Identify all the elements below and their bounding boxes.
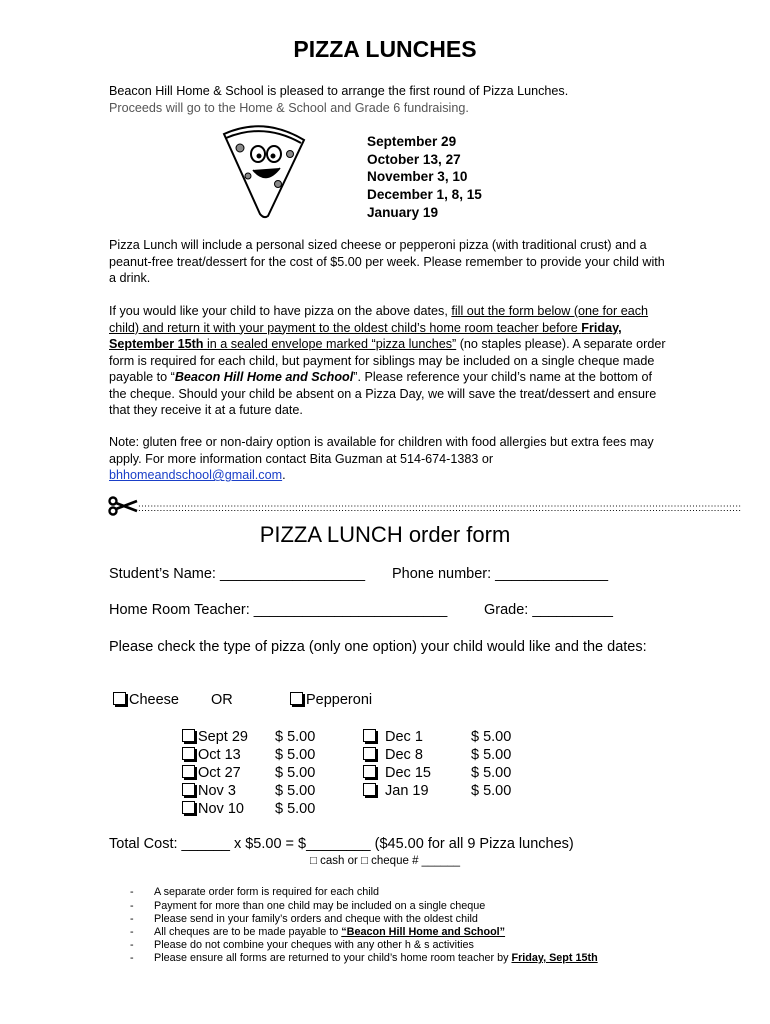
date-price: $ 5.00 <box>471 729 512 745</box>
payee-name: Beacon Hill Home and School <box>174 370 354 384</box>
date-label: Nov 3 <box>198 783 236 799</box>
payment-method[interactable]: □ cash or □ cheque # ______ <box>309 855 461 867</box>
note-text: Please send in your family’s orders and cheque with the oldest child <box>154 913 478 925</box>
date-label: Jan 19 <box>385 783 429 799</box>
pizza-slice-illustration <box>218 120 310 220</box>
date-label: Dec 1 <box>385 729 423 745</box>
note-text: Please do not combine your cheques with any other h & s activities <box>154 939 474 951</box>
cheese-label: Cheese <box>129 692 179 708</box>
intro-line-1: Beacon Hill Home & School is pleased to arrange the first round of Pizza Lunches. <box>109 84 569 98</box>
bullet-dash: - <box>130 952 134 964</box>
date-option-dec-1[interactable] <box>363 729 423 745</box>
date-option-oct-13[interactable] <box>182 747 241 763</box>
note-text: A separate order form is required for each child <box>154 886 380 898</box>
date-checkbox[interactable] <box>182 801 195 814</box>
date-price: $ 5.00 <box>275 729 316 745</box>
date-price: $ 5.00 <box>275 747 316 763</box>
note-end: . <box>282 468 286 482</box>
date-checkbox[interactable] <box>363 783 376 796</box>
date-4: December 1, 8, 15 <box>367 187 482 203</box>
date-checkbox[interactable] <box>363 729 376 742</box>
intro <box>109 83 669 116</box>
date-1: September 29 <box>367 134 457 149</box>
date-label: Sept 29 <box>198 729 248 745</box>
cheese-checkbox[interactable] <box>113 692 126 705</box>
date-checkbox[interactable] <box>182 765 195 778</box>
date-checkbox[interactable] <box>182 783 195 796</box>
date-3: November 3, 10 <box>367 169 468 185</box>
pizza-dates-list <box>367 133 482 222</box>
date-option-oct-27[interactable] <box>182 765 241 781</box>
intro-line-2: Proceeds will go to the Home & School and Grade 6 fundraising. <box>109 100 469 115</box>
paragraph-description: Pizza Lunch will include a personal sized cheese or pepperoni pizza (with traditional crust) and a peanut-free treat/dessert for the cost of $5.00 per week. Please remember to provide your child with a drink. <box>109 238 665 285</box>
pepperoni-checkbox[interactable] <box>290 692 303 705</box>
date-label: Nov 10 <box>198 801 244 817</box>
grade-field[interactable]: Grade: __________ <box>484 602 613 618</box>
note-text: Please ensure all forms are returned to your child’s home room teacher by <box>154 952 512 964</box>
deadline-note: Friday, Sept 15th <box>511 952 598 964</box>
bullet-dash: - <box>130 939 134 951</box>
date-price: $ 5.00 <box>471 783 512 799</box>
cheese-option[interactable] <box>113 692 179 708</box>
date-price: $ 5.00 <box>275 801 316 817</box>
pepperoni-label: Pepperoni <box>306 692 373 708</box>
home-room-teacher-field[interactable]: Home Room Teacher: ________________________ <box>109 602 448 618</box>
email-link[interactable]: bhhomeandschool@gmail.com <box>109 468 283 482</box>
scissors-icon <box>108 496 138 516</box>
date-price: $ 5.00 <box>471 765 512 781</box>
para2-text-g: ”. Please reference your child’s name at the bottom of the cheque. Should your child be absent on a Pizza Day, we will save the treat/dessert and ensure that they receive it at a future date. <box>109 370 657 417</box>
date-option-sept-29[interactable] <box>182 729 248 745</box>
bullet-dash: - <box>130 926 134 938</box>
date-checkbox[interactable] <box>182 747 195 760</box>
date-2: October 13, 27 <box>367 151 461 167</box>
cut-line: :::::::::::::::::::::::::::::::::::::::::::::::::::::::::::::::::::::::::::::::::::::::::::::::::::::::::::::::::::::::::::::::::::::::::::::::::::::::::::::::::::::::::::::::::::::::::::::::::::: <box>138 503 742 514</box>
date-checkbox[interactable] <box>363 747 376 760</box>
date-price: $ 5.00 <box>275 765 316 781</box>
form-title: PIZZA LUNCH order form <box>259 522 511 547</box>
note-text: Payment for more than one child may be included on a single cheque <box>154 900 486 912</box>
phone-number-field[interactable]: Phone number: ______________ <box>392 566 609 582</box>
total-cost-line[interactable]: Total Cost: ______ x $5.00 = $________ ($45.00 for all 9 Pizza lunches) <box>109 836 574 852</box>
bullet-dash: - <box>130 913 134 925</box>
date-checkbox[interactable] <box>363 765 376 778</box>
para2-text-d: in a sealed envelope marked “pizza lunches” <box>203 337 457 351</box>
date-option-jan-19[interactable] <box>363 783 429 799</box>
deadline-date: Friday, September 15th <box>109 320 622 351</box>
pepperoni-option[interactable] <box>290 692 372 708</box>
note-text: Note: gluten free or non-dairy option is available for children with food allergies but extra fees may apply. For more information contact Bita Guzman at 514-674-1383 or <box>109 435 654 466</box>
para2-text-e: (no staples please). A separate order form is required for each child, but payment for siblings may be included on a single cheque made payable to “ <box>109 337 666 384</box>
date-price: $ 5.00 <box>275 783 316 799</box>
page-title: PIZZA LUNCHES <box>293 36 477 62</box>
paragraph-note <box>109 434 669 484</box>
date-price: $ 5.00 <box>471 747 512 763</box>
date-label: Oct 27 <box>198 765 241 781</box>
date-option-nov-10[interactable] <box>182 801 244 817</box>
date-option-dec-15[interactable] <box>363 765 431 781</box>
date-label: Dec 8 <box>385 747 423 763</box>
para2-text-b: fill out the form below (one for each child) and return it with your payment to the oldest child’s home room teacher before <box>109 304 649 335</box>
date-label: Oct 13 <box>198 747 241 763</box>
or-label: OR <box>211 692 233 708</box>
bullet-dash: - <box>130 900 134 912</box>
date-5: January 19 <box>367 204 439 220</box>
bullet-dash: - <box>130 886 134 898</box>
pizza-type-instruction: Please check the type of pizza (only one option) your child would like and the dates: <box>109 639 647 655</box>
date-option-nov-3[interactable] <box>182 783 236 799</box>
para2-text-a: If you would like your child to have pizza on the above dates, <box>109 304 452 318</box>
student-name-field[interactable]: Student’s Name: __________________ <box>109 566 366 582</box>
date-label: Dec 15 <box>385 765 431 781</box>
payee-name-note: “Beacon Hill Home and School” <box>341 926 506 938</box>
paragraph-instructions <box>109 303 669 419</box>
date-checkbox[interactable] <box>182 729 195 742</box>
note-text: All cheques are to be made payable to <box>154 926 342 938</box>
date-option-dec-8[interactable] <box>363 747 423 763</box>
